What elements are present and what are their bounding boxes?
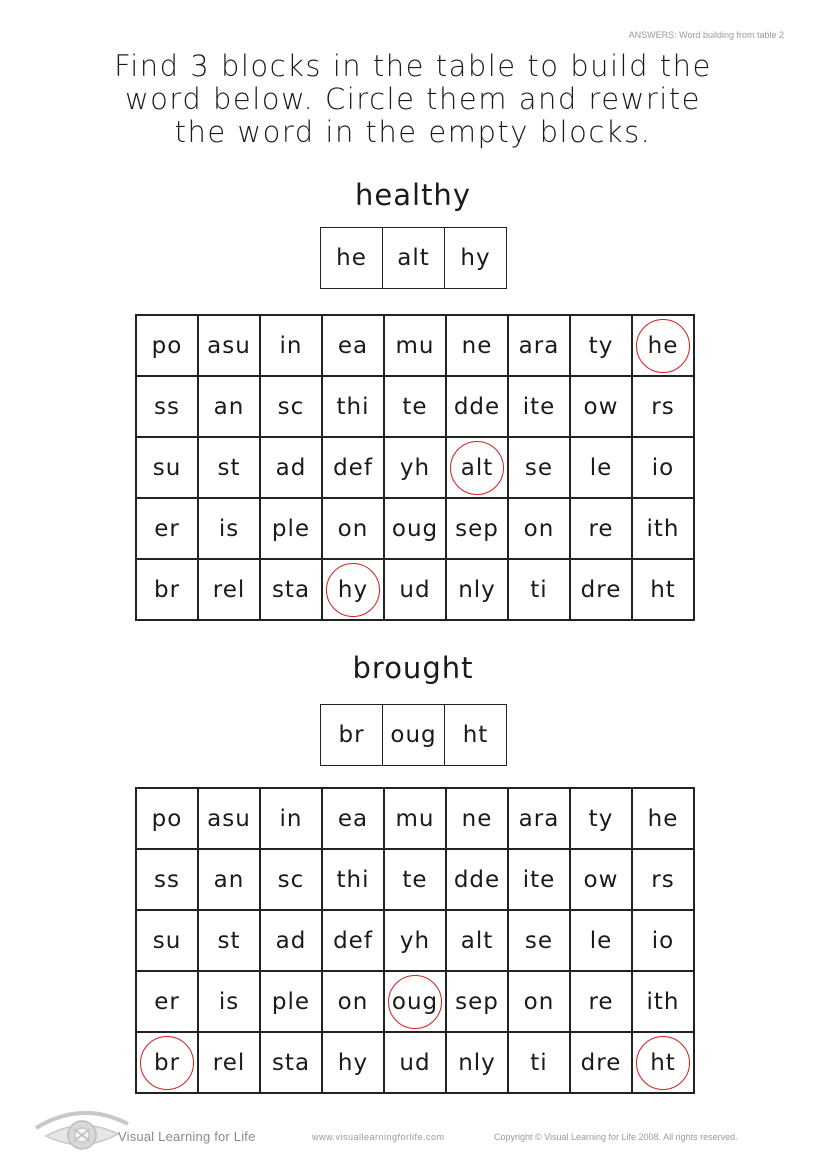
table-cell[interactable]: er	[137, 499, 199, 560]
copyright-text: Copyright © Visual Learning for Life 2008. All rights reserved.	[494, 1132, 738, 1142]
table-cell[interactable]: io	[633, 438, 695, 499]
brand-name: Visual Learning for Life	[118, 1129, 256, 1144]
table-cell[interactable]: is	[199, 972, 261, 1033]
table-cell[interactable]: sc	[261, 377, 323, 438]
answer-block: hy	[460, 245, 491, 271]
table-cell[interactable]: an	[199, 850, 261, 911]
table-cell[interactable]: sep	[447, 499, 509, 560]
footer	[0, 1110, 826, 1160]
answer-block: oug	[383, 705, 445, 765]
table-cell[interactable]: dde	[447, 850, 509, 911]
table-cell[interactable]: ple	[261, 499, 323, 560]
exercise-1-answer-blocks	[320, 227, 507, 289]
table-cell[interactable]: sta	[261, 560, 323, 621]
table-cell[interactable]: sta	[261, 1033, 323, 1094]
table-cell[interactable]: an	[199, 377, 261, 438]
table-cell[interactable]: thi	[323, 377, 385, 438]
table-cell[interactable]: ad	[261, 911, 323, 972]
table-cell[interactable]: dde	[447, 377, 509, 438]
table-cell[interactable]: po	[137, 789, 199, 850]
table-cell[interactable]: ara	[509, 316, 571, 377]
table-cell[interactable]: ss	[137, 377, 199, 438]
instruction-line: Find 3 blocks in the table to build the	[114, 49, 712, 83]
table-cell[interactable]: def	[323, 438, 385, 499]
table-cell[interactable]: rel	[199, 560, 261, 621]
table-cell[interactable]: ty	[571, 789, 633, 850]
table-cell[interactable]: ud	[385, 1033, 447, 1094]
table-cell[interactable]: he	[633, 789, 695, 850]
table-cell-circled[interactable]: alt	[447, 438, 509, 499]
table-cell[interactable]: on	[323, 499, 385, 560]
table-cell[interactable]: yh	[385, 438, 447, 499]
instructions	[0, 50, 826, 149]
answer-block: he	[321, 228, 383, 288]
table-cell[interactable]: ith	[633, 972, 695, 1033]
table-cell[interactable]: in	[261, 316, 323, 377]
instruction-line: the word in the empty blocks.	[174, 115, 652, 149]
table-cell[interactable]: is	[199, 499, 261, 560]
table-cell[interactable]: er	[137, 972, 199, 1033]
table-cell[interactable]: sc	[261, 850, 323, 911]
table-cell[interactable]: ad	[261, 438, 323, 499]
table-cell-circled[interactable]: br	[137, 1033, 199, 1094]
exercise-2-answer-blocks	[320, 704, 507, 766]
eye-logo-icon	[32, 1106, 132, 1156]
exercise-1-syllable-table	[135, 314, 695, 621]
table-cell[interactable]: sep	[447, 972, 509, 1033]
table-cell[interactable]: rs	[633, 850, 695, 911]
table-cell[interactable]: ea	[323, 789, 385, 850]
table-cell[interactable]: ti	[509, 1033, 571, 1094]
table-cell[interactable]: on	[509, 499, 571, 560]
table-cell-circled[interactable]: hy	[323, 560, 385, 621]
table-cell[interactable]: ite	[509, 377, 571, 438]
table-cell[interactable]: le	[571, 438, 633, 499]
answer-block: ht	[462, 722, 489, 748]
table-cell[interactable]: po	[137, 316, 199, 377]
table-cell[interactable]: hy	[323, 1033, 385, 1094]
table-cell[interactable]: se	[509, 438, 571, 499]
table-cell[interactable]: st	[199, 911, 261, 972]
table-cell[interactable]: nly	[447, 1033, 509, 1094]
table-cell[interactable]: se	[509, 911, 571, 972]
table-cell[interactable]: ud	[385, 560, 447, 621]
table-cell[interactable]: alt	[447, 911, 509, 972]
table-cell[interactable]: re	[571, 972, 633, 1033]
table-cell[interactable]: ea	[323, 316, 385, 377]
header-note: ANSWERS: Word building from table 2	[628, 30, 784, 40]
table-cell[interactable]: ow	[571, 850, 633, 911]
table-cell[interactable]: re	[571, 499, 633, 560]
table-cell[interactable]: on	[323, 972, 385, 1033]
table-cell[interactable]: io	[633, 911, 695, 972]
answer-block: br	[321, 705, 383, 765]
table-cell-circled[interactable]: ht	[633, 1033, 695, 1094]
exercise-2-word: brought	[352, 651, 474, 685]
table-cell[interactable]: on	[509, 972, 571, 1033]
table-cell[interactable]: ne	[447, 316, 509, 377]
table-cell[interactable]: le	[571, 911, 633, 972]
table-cell[interactable]: thi	[323, 850, 385, 911]
table-cell-circled[interactable]: oug	[385, 972, 447, 1033]
table-cell[interactable]: ht	[633, 560, 695, 621]
answer-block: alt	[383, 228, 445, 288]
table-cell[interactable]: su	[137, 911, 199, 972]
website-link[interactable]: www.visuallearningforlife.com	[312, 1132, 445, 1142]
table-cell[interactable]: def	[323, 911, 385, 972]
table-cell[interactable]: rel	[199, 1033, 261, 1094]
table-cell[interactable]: mu	[385, 316, 447, 377]
table-cell[interactable]: rs	[633, 377, 695, 438]
table-cell[interactable]: su	[137, 438, 199, 499]
table-cell[interactable]: ith	[633, 499, 695, 560]
table-cell-circled[interactable]: he	[633, 316, 695, 377]
table-cell[interactable]: ple	[261, 972, 323, 1033]
table-cell[interactable]: br	[137, 560, 199, 621]
table-cell[interactable]: ti	[509, 560, 571, 621]
exercise-1-word: healthy	[355, 178, 471, 212]
table-cell[interactable]: ne	[447, 789, 509, 850]
table-cell[interactable]: asu	[199, 316, 261, 377]
table-cell[interactable]: ss	[137, 850, 199, 911]
table-cell[interactable]: dre	[571, 560, 633, 621]
table-cell[interactable]: te	[385, 377, 447, 438]
table-cell[interactable]: nly	[447, 560, 509, 621]
table-cell[interactable]: in	[261, 789, 323, 850]
table-cell[interactable]: asu	[199, 789, 261, 850]
table-cell[interactable]: dre	[571, 1033, 633, 1094]
table-cell[interactable]: ow	[571, 377, 633, 438]
table-cell[interactable]: st	[199, 438, 261, 499]
table-cell[interactable]: oug	[385, 499, 447, 560]
instruction-line: word below. Circle them and rewrite	[124, 82, 702, 116]
table-cell[interactable]: mu	[385, 789, 447, 850]
table-cell[interactable]: ite	[509, 850, 571, 911]
table-cell[interactable]: ty	[571, 316, 633, 377]
table-cell[interactable]: yh	[385, 911, 447, 972]
table-cell[interactable]: ara	[509, 789, 571, 850]
exercise-2-syllable-table	[135, 787, 695, 1094]
table-cell[interactable]: te	[385, 850, 447, 911]
